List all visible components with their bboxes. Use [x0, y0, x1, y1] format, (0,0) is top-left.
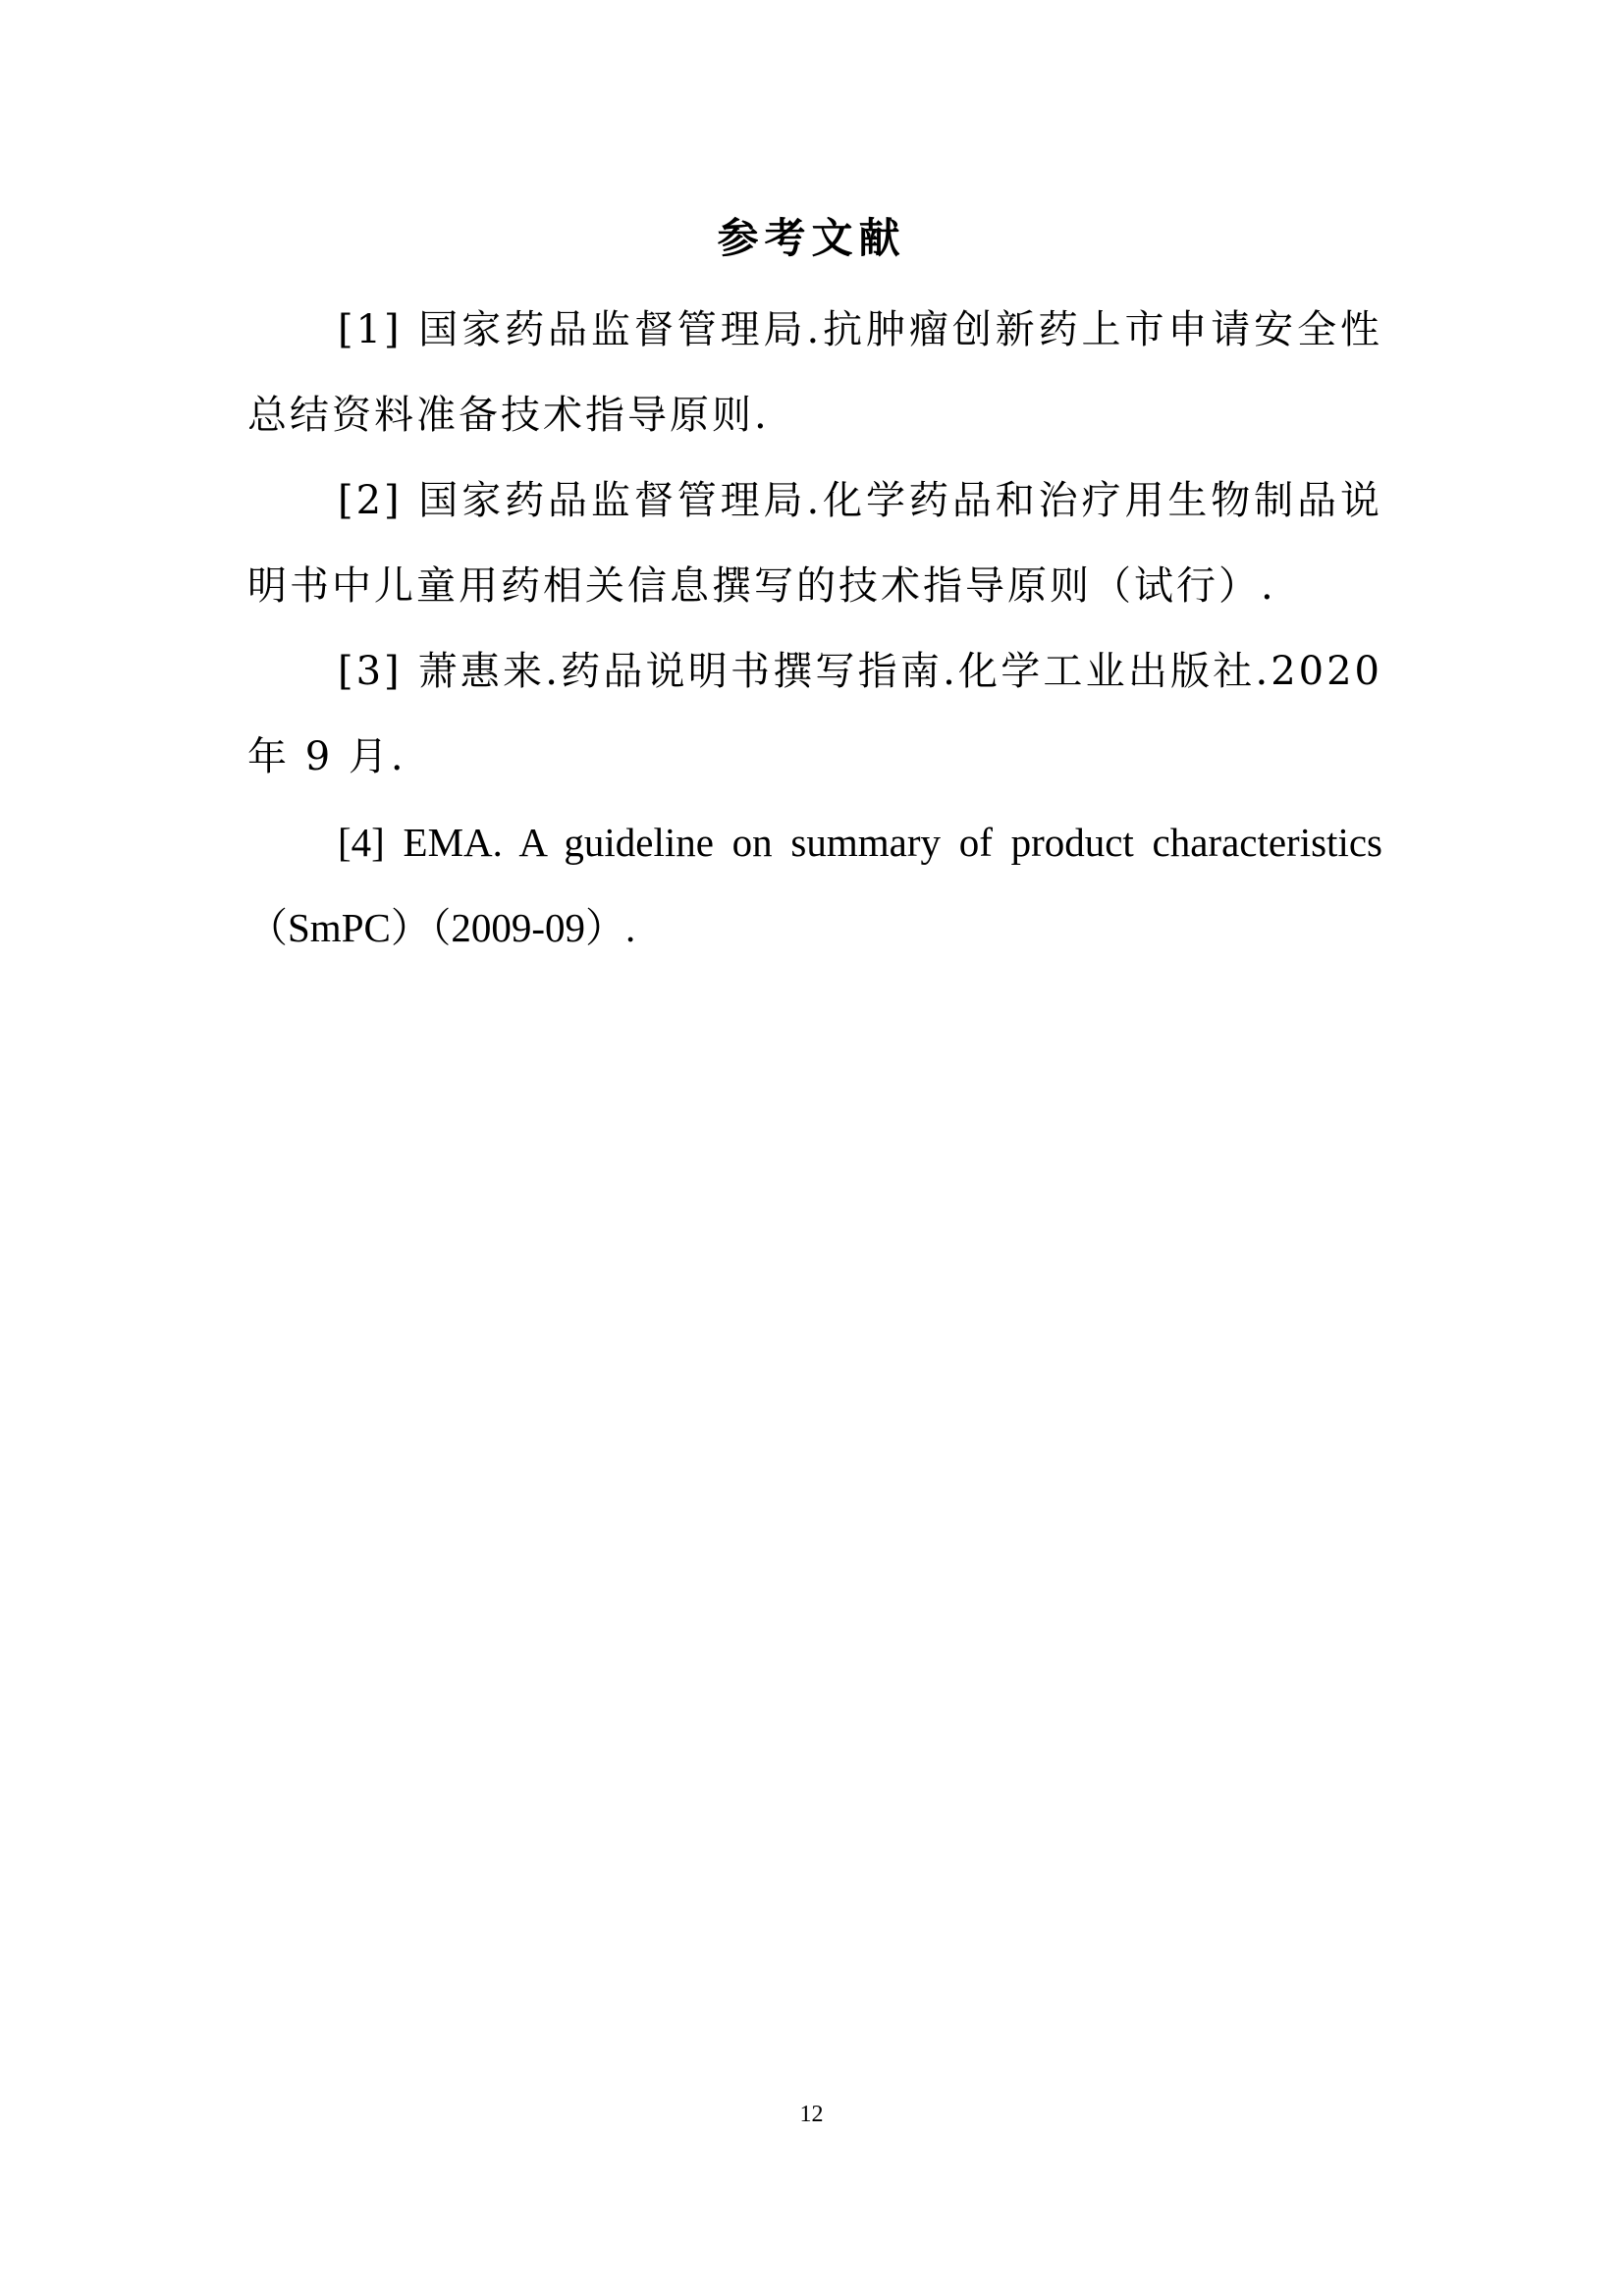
- page-number: 12: [799, 2102, 824, 2127]
- page-title: 参考文献: [717, 214, 906, 262]
- reference-item: [1] 国家药品监督管理局.抗肿瘤创新药上市申请安全性总结资料准备技术指导原则.: [247, 307, 1382, 438]
- reference-item: [3] 萧惠来.药品说明书撰写指南.化学工业出版社.2020年 9 月.: [247, 649, 1382, 779]
- reference-item: [4] EMA. A guideline on summary of product characteristics （SmPC）（2009-09）.: [247, 820, 1382, 950]
- reference-item: [2] 国家药品监督管理局.化学药品和治疗用生物制品说明书中儿童用药相关信息撰写的技术指导原则（试行）.: [247, 478, 1382, 609]
- reference-list: [247, 288, 1382, 971]
